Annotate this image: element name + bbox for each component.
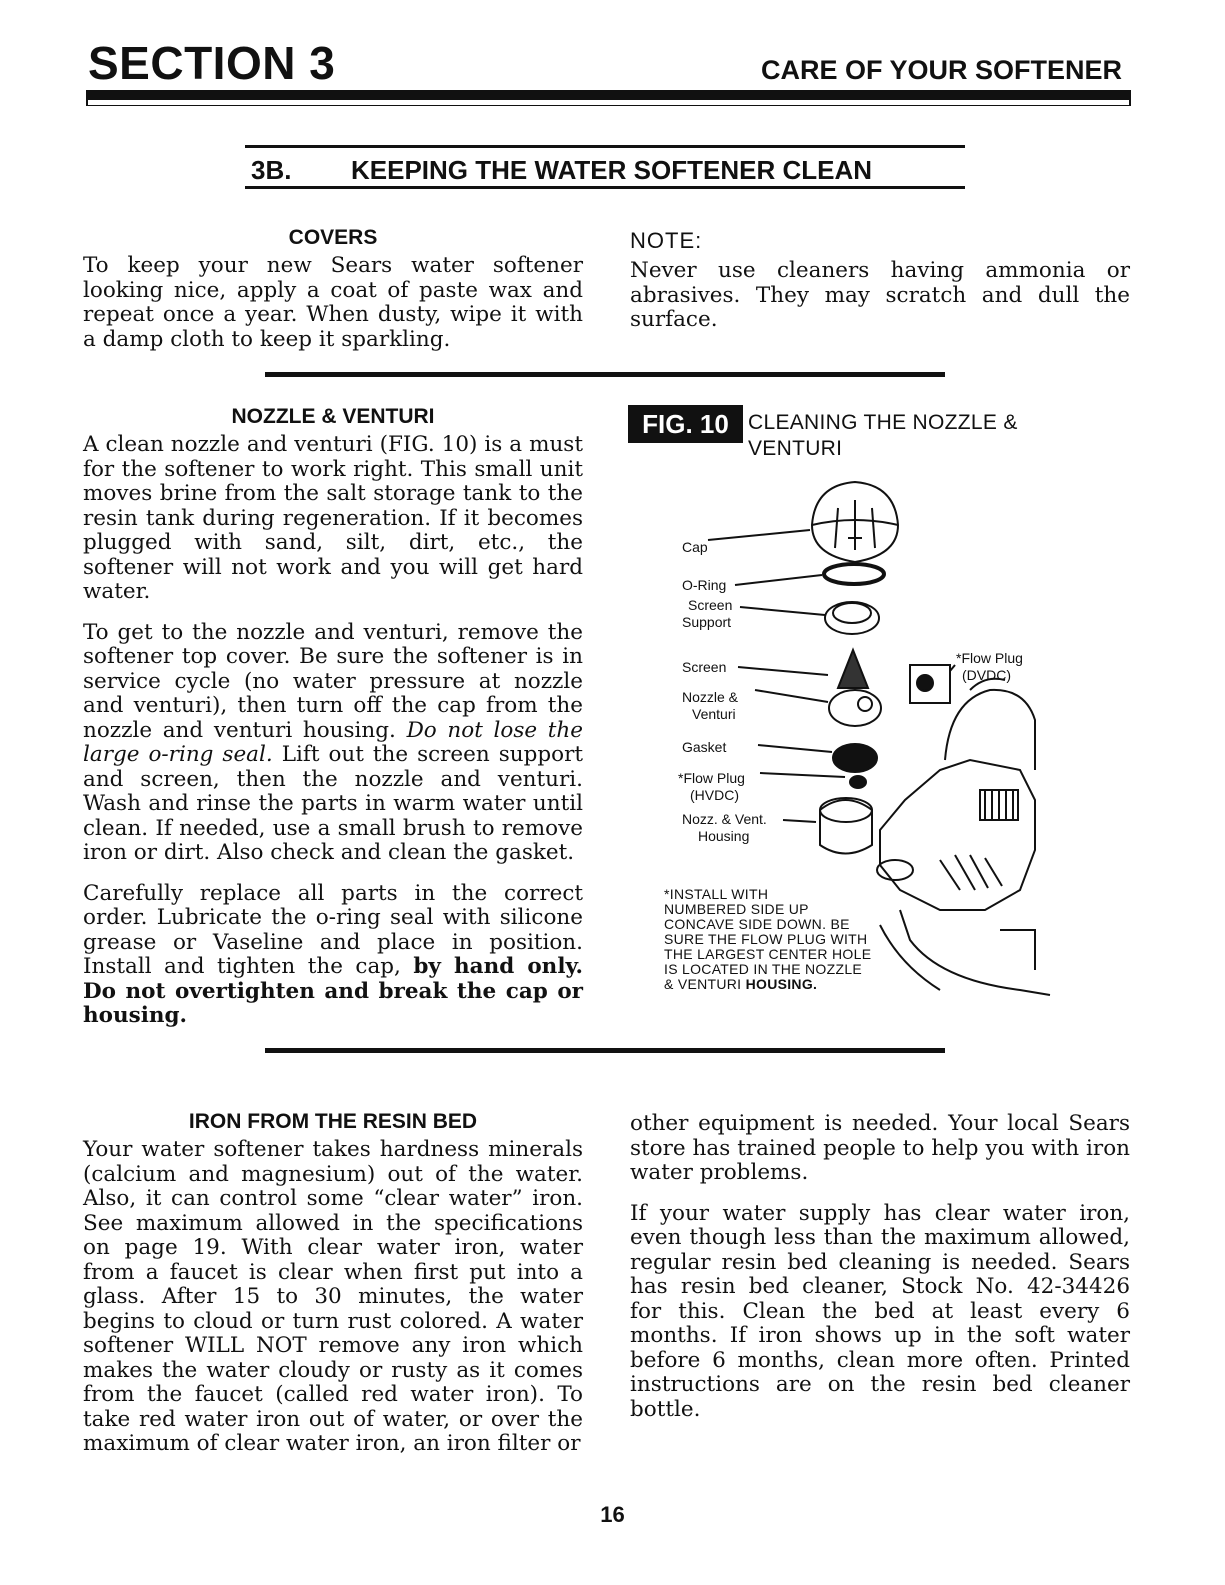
iron-block-left bbox=[83, 1110, 583, 1457]
nozzle-paragraph-2 bbox=[83, 621, 583, 866]
section-heading: KEEPING THE WATER SOFTENER CLEAN bbox=[351, 155, 872, 185]
cap-leader bbox=[708, 530, 810, 540]
label-screen-support-1: Screen bbox=[688, 597, 733, 613]
label-hvdc-1: *Flow Plug bbox=[678, 770, 745, 786]
divider bbox=[265, 372, 945, 377]
figure-note-line: SURE THE FLOW PLUG WITH bbox=[664, 931, 868, 947]
housing-leader bbox=[783, 820, 816, 822]
label-housing-1: Nozz. & Vent. bbox=[682, 811, 767, 827]
screen-support-leader bbox=[740, 607, 825, 615]
note-text: Never use cleaners having ammonia or abrasives. They may scratch and dull the surface. bbox=[630, 258, 1130, 332]
label-screen: Screen bbox=[682, 659, 727, 675]
nozzle-paragraph-3 bbox=[83, 882, 583, 1029]
nozzle-leader bbox=[755, 690, 828, 702]
figure-note-line: *INSTALL WITH bbox=[664, 886, 769, 902]
covers-block bbox=[83, 226, 583, 352]
nozzle-p3-text: Carefully replace all parts in the correct order. Lubricate the o-ring seal with silicone grease or Vaseline and place in position. Install and tighten the cap, bbox=[83, 880, 583, 979]
label-dvdc-2: (DVDC) bbox=[962, 667, 1011, 683]
section-title-rule-bottom bbox=[245, 186, 965, 189]
label-dvdc-1: *Flow Plug bbox=[956, 650, 1023, 666]
figure-note-line: CONCAVE SIDE DOWN. BE bbox=[664, 916, 850, 932]
figure-note-last-a: & VENTURI bbox=[664, 976, 742, 992]
label-oring: O-Ring bbox=[682, 577, 727, 593]
iron-paragraph-2: other equipment is needed. Your local Sears store has trained people to help you with iron water problems. bbox=[630, 1111, 1130, 1185]
label-cap: Cap bbox=[682, 539, 708, 555]
nozzle-p2-warning: Do not lose the large o-ring seal. bbox=[83, 717, 584, 767]
page-number: 16 bbox=[600, 1502, 625, 1527]
nozzle-part bbox=[829, 690, 881, 726]
section-title-rule-top bbox=[245, 145, 965, 148]
hvdc-flow-plug bbox=[850, 776, 866, 788]
figure-note-last-b: HOUSING. bbox=[745, 976, 818, 992]
label-screen-support-2: Support bbox=[682, 614, 732, 630]
figure-title: CLEANING THE NOZZLE & VENTURI bbox=[748, 411, 1018, 460]
figure-note-last-line bbox=[664, 977, 904, 992]
section-label: SECTION 3 bbox=[88, 37, 336, 89]
label-housing-2: Housing bbox=[698, 828, 750, 844]
iron-paragraph-3: If your water supply has clear water iron, even though less than the maximum allowed, regular resin bed cleaning is needed. Sears has resin bed cleaner, Stock No. 42-34426 for this. Clean the bed at least every 6 months. If iron shows up in the soft water before 6 months, clean more often. Printed instructions are on the resin bed cleaner bottle. bbox=[630, 1200, 1130, 1422]
label-gasket: Gasket bbox=[682, 739, 727, 755]
figure-note-line: THE LARGEST CENTER HOLE bbox=[664, 946, 872, 962]
covers-text: To keep your new Sears water softener looking nice, apply a coat of paste wax and repeat once a year. When dusty, wipe it with a damp cloth to keep it sparkling. bbox=[83, 253, 583, 352]
screen-leader bbox=[738, 667, 828, 675]
figure-note-line: IS LOCATED IN THE NOZZLE bbox=[664, 961, 863, 977]
oring-part bbox=[824, 564, 884, 584]
figure-badge: FIG. 10 bbox=[628, 405, 743, 443]
figure-note bbox=[664, 887, 904, 992]
nozzle-block bbox=[83, 405, 583, 1045]
hvdc-leader bbox=[760, 773, 845, 777]
gasket-part bbox=[833, 744, 877, 772]
iron-paragraph-1: Your water softener takes hardness minerals (calcium and magnesium) out of the water. Also, it can control some “clear water” iron. See maximum allowed in the specifications on page 19. With clear water iron, water from a faucet is clear when first put into a glass. After 15 to 30 minutes, the water begins to cloud or turn rust colored. A water softener WILL NOT remove any iron which makes the water cloudy or rusty as it comes from the faucet (called red water iron). To take red water iron out of water, or over the maximum of clear water iron, an iron filter or bbox=[83, 1137, 583, 1456]
label-nozzle-2: Venturi bbox=[692, 706, 736, 722]
nozzle-p2-text-cont: Lift out the screen support and screen, then the nozzle and venturi. Wash and rinse the parts in warm water until clean. If needed, use a small brush to remove iron or dirt. Also check and clean the gasket. bbox=[83, 742, 583, 865]
oring-leader bbox=[735, 575, 822, 585]
figure-note-line: NUMBERED SIDE UP bbox=[664, 901, 809, 917]
section-title bbox=[245, 152, 965, 188]
section-number: 3B. bbox=[251, 155, 292, 185]
iron-block-right bbox=[630, 1112, 1130, 1438]
label-nozzle-1: Nozzle & bbox=[682, 689, 739, 705]
iron-heading: IRON FROM THE RESIN BED bbox=[188, 1110, 478, 1133]
nozzle-paragraph-1: A clean nozzle and venturi (FIG. 10) is a must for the softener to work right. This small unit moves brine from the salt storage tank to the resin tank during regeneration. If it becomes plugged with sand, silt, dirt, etc., the softener will not work and you will get hard water. bbox=[83, 432, 583, 604]
note-block bbox=[630, 228, 1130, 333]
divider bbox=[265, 1048, 945, 1053]
chapter-title: CARE OF YOUR SOFTENER bbox=[760, 55, 1122, 85]
nozzle-p3-warning: by hand only. Do not overtighten and break the cap or housing. bbox=[83, 954, 583, 1028]
label-hvdc-2: (HVDC) bbox=[690, 787, 739, 803]
screen-support-part bbox=[825, 602, 879, 634]
nozzle-p2-text: To get to the nozzle and venturi, remove the softener top cover. Be sure the softener is in service cycle (no water pressure at nozzle and venturi), then turn off the cap from the nozzle and venturi housing. bbox=[83, 619, 583, 743]
note-label: NOTE: bbox=[630, 228, 703, 253]
header-rule bbox=[86, 90, 1131, 106]
nozzle-heading: NOZZLE & VENTURI bbox=[231, 405, 435, 428]
gasket-leader bbox=[758, 745, 832, 752]
covers-heading: COVERS bbox=[288, 226, 378, 249]
dvdc-flow-plug bbox=[910, 665, 950, 703]
screen-part bbox=[838, 650, 868, 688]
cap-part bbox=[812, 482, 898, 562]
